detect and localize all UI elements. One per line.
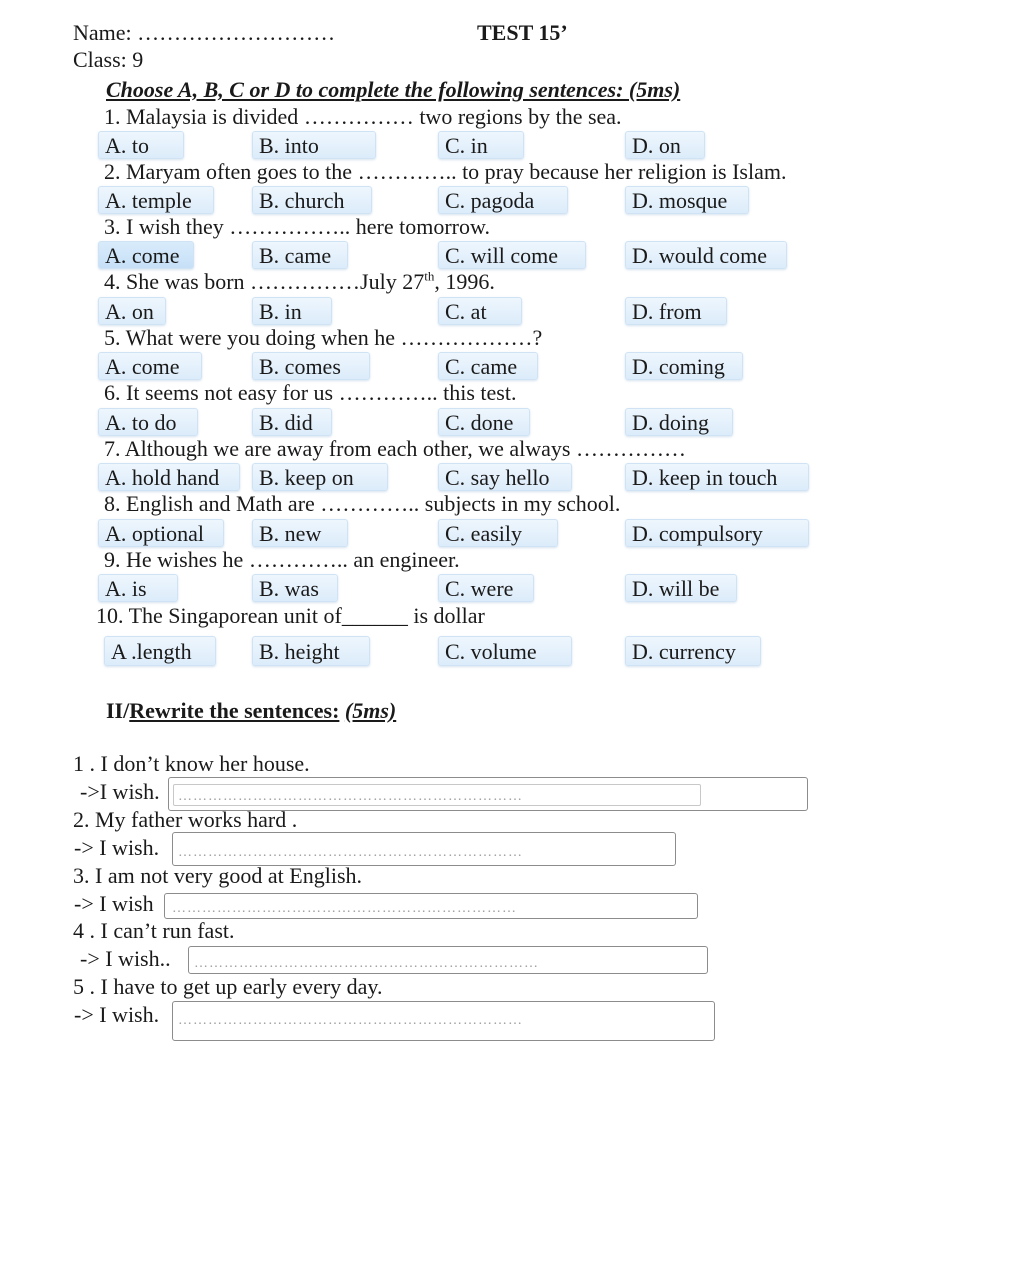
question-2: 2. Maryam often goes to the ………….. to pray because her religion is Islam. (104, 159, 787, 184)
q5-option-c[interactable]: C. came (438, 352, 538, 380)
q4-option-c[interactable]: C. at (438, 297, 522, 325)
name-label: Name: (73, 20, 138, 45)
question-9: 9. He wishes he ………….. an engineer. (104, 547, 460, 572)
q3-option-c[interactable]: C. will come (438, 241, 586, 269)
name-dots[interactable]: ……………………… (137, 20, 336, 45)
q6-option-d[interactable]: D. doing (625, 408, 733, 436)
q4-option-b[interactable]: B. in (252, 297, 332, 325)
q9-option-d[interactable]: D. will be (625, 574, 737, 602)
q10-option-c[interactable]: C. volume (438, 636, 572, 666)
q9-option-a[interactable]: A. is (98, 574, 178, 602)
q6-option-b[interactable]: B. did (252, 408, 332, 436)
q7-option-a[interactable]: A. hold hand (98, 463, 240, 491)
rewrite-prompt-1: ->I wish. (80, 779, 160, 804)
q6-option-a[interactable]: A. to do (98, 408, 198, 436)
q1-option-a[interactable]: A. to (98, 131, 184, 159)
q10-option-d[interactable]: D. currency (625, 636, 761, 666)
rewrite-sentence-1: 1 . I don’t know her house. (73, 751, 310, 776)
answer-blank: ………….. (357, 159, 457, 184)
question-10: 10. The Singaporean unit of______ is dollar (96, 603, 485, 628)
answer-dots: …………………………………………………………… (178, 790, 523, 804)
rewrite-prompt-2: -> I wish. (74, 835, 160, 860)
q8-option-a[interactable]: A. optional (98, 519, 224, 547)
q5-option-a[interactable]: A. come (98, 352, 202, 380)
answer-dots: …………………………………………………………… (178, 1014, 523, 1028)
answer-dots: …………………………………………………………… (194, 957, 539, 971)
answer-blank: ……………… (400, 325, 533, 350)
q7-option-d[interactable]: D. keep in touch (625, 463, 809, 491)
q10-option-a[interactable]: A .length (104, 636, 216, 666)
q3-option-a[interactable]: A. come (98, 241, 194, 269)
q10-option-b[interactable]: B. height (252, 636, 370, 666)
q8-option-b[interactable]: B. new (252, 519, 348, 547)
question-7: 7. Although we are away from each other, we always …………… (104, 436, 686, 461)
q5-option-d[interactable]: D. coming (625, 352, 743, 380)
question-8: 8. English and Math are ………….. subjects in my school. (104, 491, 621, 516)
answer-blank: ………….. (248, 547, 348, 572)
q1-option-b[interactable]: B. into (252, 131, 376, 159)
answer-blank: …………….. (229, 214, 351, 239)
q2-option-a[interactable]: A. temple (98, 186, 214, 214)
q4-option-d[interactable]: D. from (625, 297, 727, 325)
q3-option-d[interactable]: D. would come (625, 241, 787, 269)
test-title: TEST 15’ (477, 20, 568, 45)
part2-heading: II/Rewrite the sentences: (5ms) (106, 698, 397, 723)
q6-option-c[interactable]: C. done (438, 408, 530, 436)
rewrite-sentence-4: 4 . I can’t run fast. (73, 918, 235, 943)
q5-option-b[interactable]: B. comes (252, 352, 370, 380)
rewrite-sentence-2: 2. My father works hard . (73, 807, 298, 832)
answer-blank: …………… (303, 104, 414, 129)
answer-blank: ………….. (338, 380, 438, 405)
answer-blank: …………… (250, 269, 361, 294)
answer-blank: ………….. (320, 491, 420, 516)
q1-option-c[interactable]: C. in (438, 131, 524, 159)
q4-option-a[interactable]: A. on (98, 297, 166, 325)
rewrite-prompt-3: -> I wish (74, 891, 154, 916)
answer-blank: ______ (341, 603, 408, 628)
answer-dots: …………………………………………………………… (178, 846, 523, 860)
question-6: 6. It seems not easy for us ………….. this test. (104, 380, 517, 405)
question-3: 3. I wish they …………….. here tomorrow. (104, 214, 490, 239)
q9-option-b[interactable]: B. was (252, 574, 338, 602)
rewrite-prompt-5: -> I wish. (74, 1002, 160, 1027)
class-label: Class: 9 (73, 47, 144, 72)
answer-blank: …………… (575, 436, 686, 461)
rewrite-prompt-4: -> I wish.. (80, 946, 171, 971)
question-4: 4. She was born ……………July 27th, 1996. (104, 268, 495, 294)
q2-option-b[interactable]: B. church (252, 186, 372, 214)
question-1: 1. Malaysia is divided …………… two regions by the sea. (104, 104, 622, 129)
part1-instruction: Choose A, B, C or D to complete the following sentences: (5ms) (106, 77, 681, 102)
answer-dots: …………………………………………………………… (172, 902, 517, 916)
q3-option-b[interactable]: B. came (252, 241, 348, 269)
q9-option-c[interactable]: C. were (438, 574, 534, 602)
rewrite-sentence-5: 5 . I have to get up early every day. (73, 974, 383, 999)
q2-option-c[interactable]: C. pagoda (438, 186, 568, 214)
q8-option-c[interactable]: C. easily (438, 519, 558, 547)
rewrite-sentence-3: 3. I am not very good at English. (73, 863, 363, 888)
name-line (73, 20, 335, 46)
q2-option-d[interactable]: D. mosque (625, 186, 749, 214)
q7-option-b[interactable]: B. keep on (252, 463, 388, 491)
q1-option-d[interactable]: D. on (625, 131, 705, 159)
q7-option-c[interactable]: C. say hello (438, 463, 572, 491)
question-5: 5. What were you doing when he ………………? (104, 325, 543, 350)
q8-option-d[interactable]: D. compulsory (625, 519, 809, 547)
